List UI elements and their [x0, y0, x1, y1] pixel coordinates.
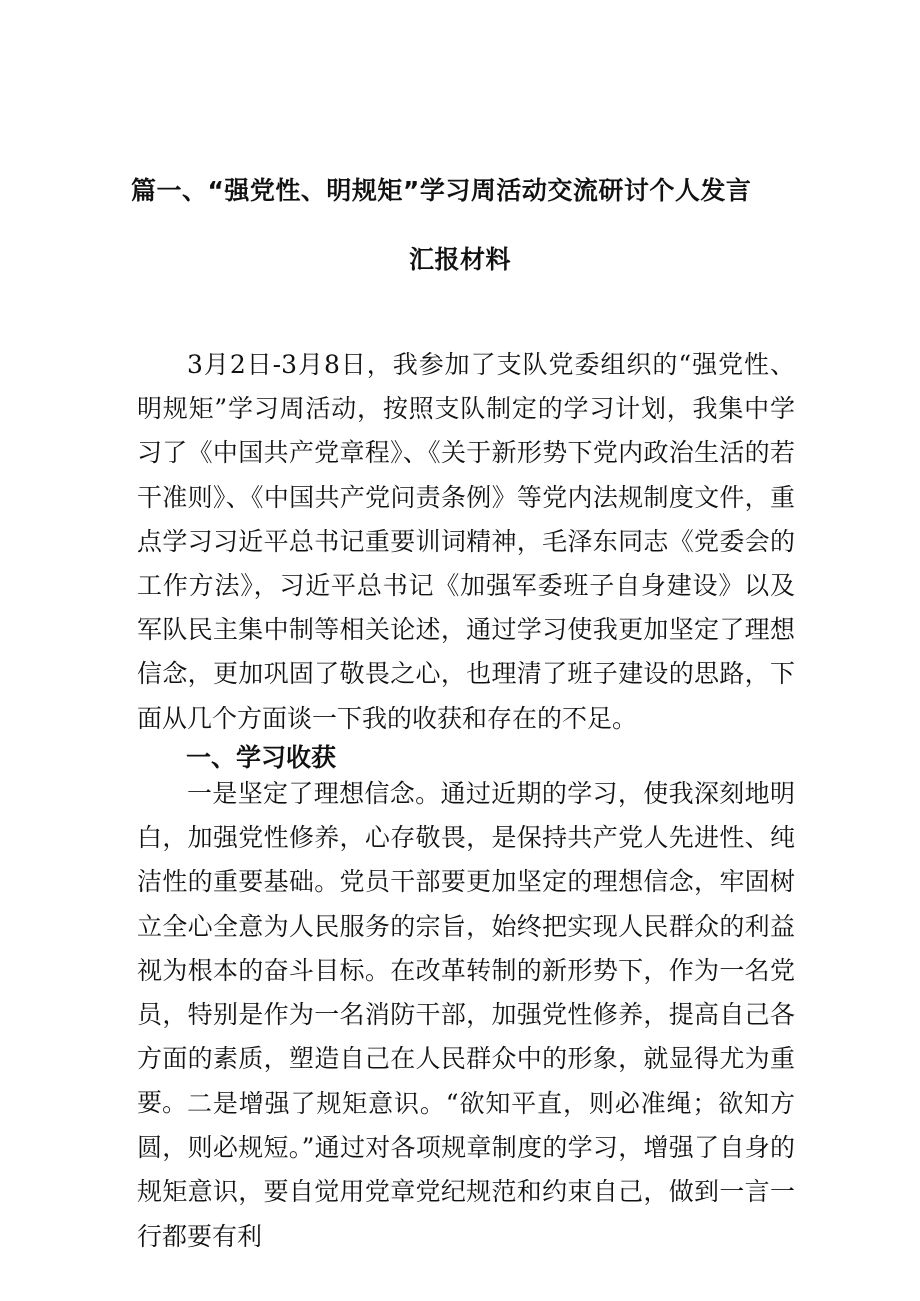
document-title-line2: 汇报材料: [408, 245, 511, 274]
body-paragraph-rules: 二是增强了规矩意识。“欲知平直，则必准绳；欲知方圆，则必规短。”通过对各项规章制度的学习，增强了自身的规矩意识，要自觉用党章党纪规范和约束自己，做到一言一行都要有利: [137, 1089, 795, 1251]
document-title-line1: 篇一、“强党性、明规矩”学习周活动交流研讨个人发言: [131, 176, 752, 205]
section-heading-study-gains: 一、学习收获: [186, 743, 337, 772]
body-paragraph-ideals: 一是坚定了理想信念。通过近期的学习，使我深刻地明白，加强党性修养，心存敬畏，是保持共产党人先进性、纯洁性的重要基础。党员干部要更加坚定的理想信念，牢固树立全心全意为人民服务的宗旨，始终把实现人民群众的利益视为根本的奋斗目标。在改革转制的新形势下，作为一名党员，特别是作为一名消防干部，加强党性修养，提高自己各方面的素质，塑造自己在人民群众中的形象，就显得尤为重要。: [137, 779, 795, 1118]
intro-paragraph: 3月2日-3月8日，我参加了支队党委组织的“强党性、明规矩”学习周活动，按照支队制定的学习计划，我集中学习了《中国共产党章程》、《关于新形势下党内政治生活的若干准则》、《中国共产党问责条例》等党内法规制度文件，重点学习习近平总书记重要训词精神，毛泽东同志《党委会的工作方法》，习近平总书记《加强军委班子自身建设》以及军队民主集中制等相关论述，通过学习使我更加坚定了理想信念，更加巩固了敬畏之心，也理清了班子建设的思路，下面从几个方面谈一下我的收获和存在的不足。: [137, 350, 795, 733]
